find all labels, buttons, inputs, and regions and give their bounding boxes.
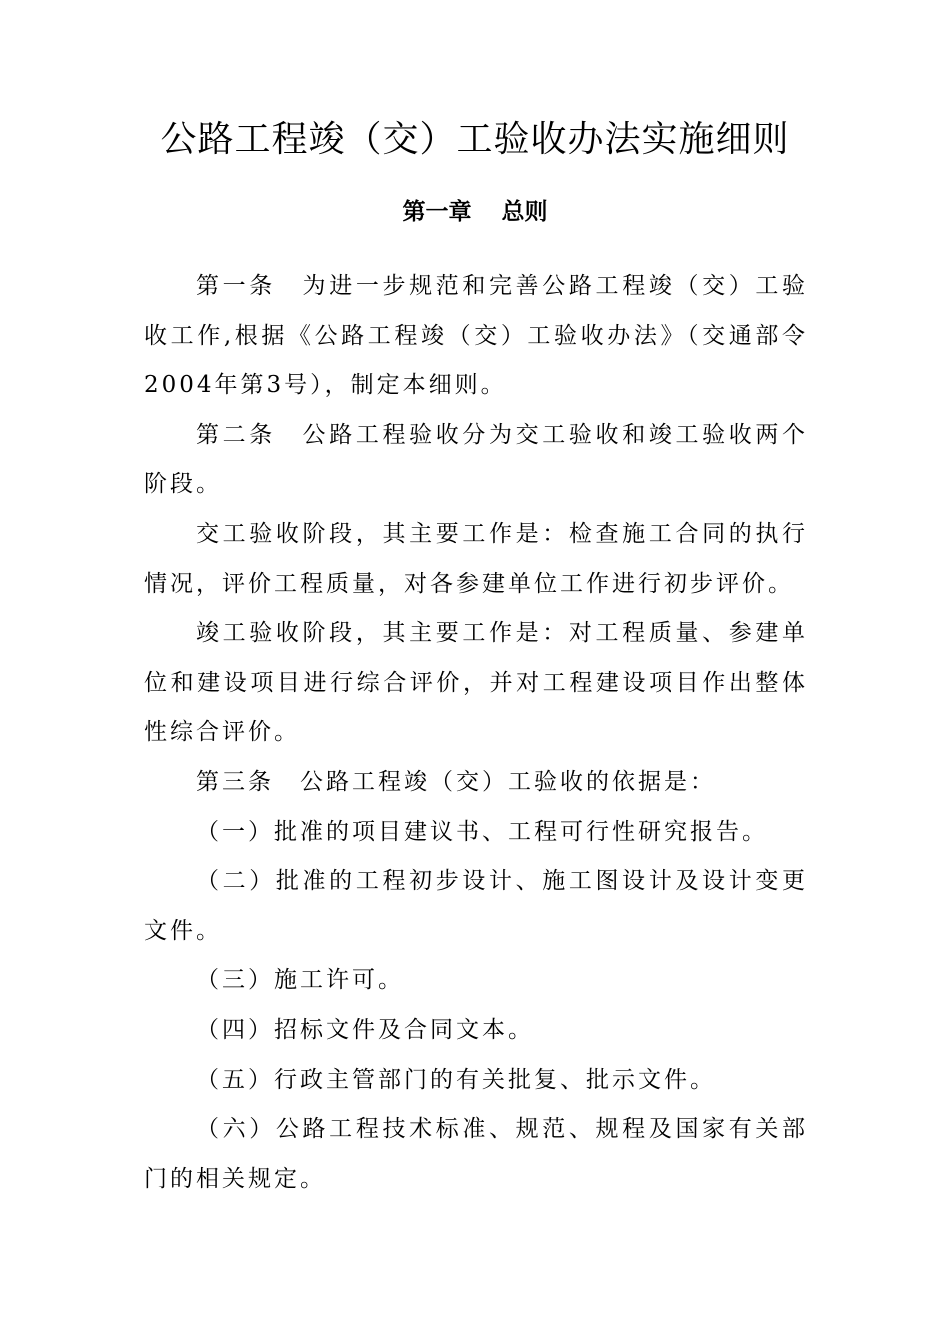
article-text: 为进一步规范和完善公路工程竣（交）工验收工作,根据《公路工程竣（交）工验收办法》（交通部令2004年第3号），制定本细则。 — [144, 273, 809, 399]
article-label: 第一条 — [196, 273, 276, 299]
paragraph: 交工验收阶段，其主要工作是：检查施工合同的执行情况，评价工程质量，对各参建单位工作进行初步评价。 — [144, 520, 808, 597]
article-text: 公路工程竣（交）工验收的依据是： — [300, 768, 716, 795]
article-2 — [144, 411, 808, 510]
chapter-name: 总则 — [501, 198, 548, 225]
article-text: 公路工程验收分为交工验收和竣工验收两个阶段。 — [144, 421, 809, 498]
paragraph: 竣工验收阶段，其主要工作是：对工程质量、参建单位和建设项目进行综合评价，并对工程建设项目作出整体性综合评价。 — [144, 620, 808, 746]
article-3 — [144, 758, 808, 808]
list-item: （六）公路工程技术标准、规范、规程及国家有关部门的相关规定。 — [144, 1116, 808, 1192]
list-item: （二）批准的工程初步设计、施工图设计及设计变更文件。 — [144, 868, 808, 944]
chapter-heading — [0, 192, 950, 232]
list-item: （三）施工许可。 — [196, 967, 404, 994]
article-1 — [144, 262, 808, 411]
document-title: 公路工程竣（交）工验收办法实施细则 — [160, 119, 790, 160]
list-item: （五）行政主管部门的有关批复、批示文件。 — [196, 1066, 716, 1093]
article-label: 第三条 — [196, 768, 274, 795]
list-item: （一）批准的项目建议书、工程可行性研究报告。 — [196, 818, 768, 845]
article-label: 第二条 — [196, 421, 276, 448]
document-body — [144, 262, 808, 1204]
chapter-number: 第一章 — [402, 198, 472, 225]
list-item: （四）招标文件及合同文本。 — [196, 1016, 534, 1043]
